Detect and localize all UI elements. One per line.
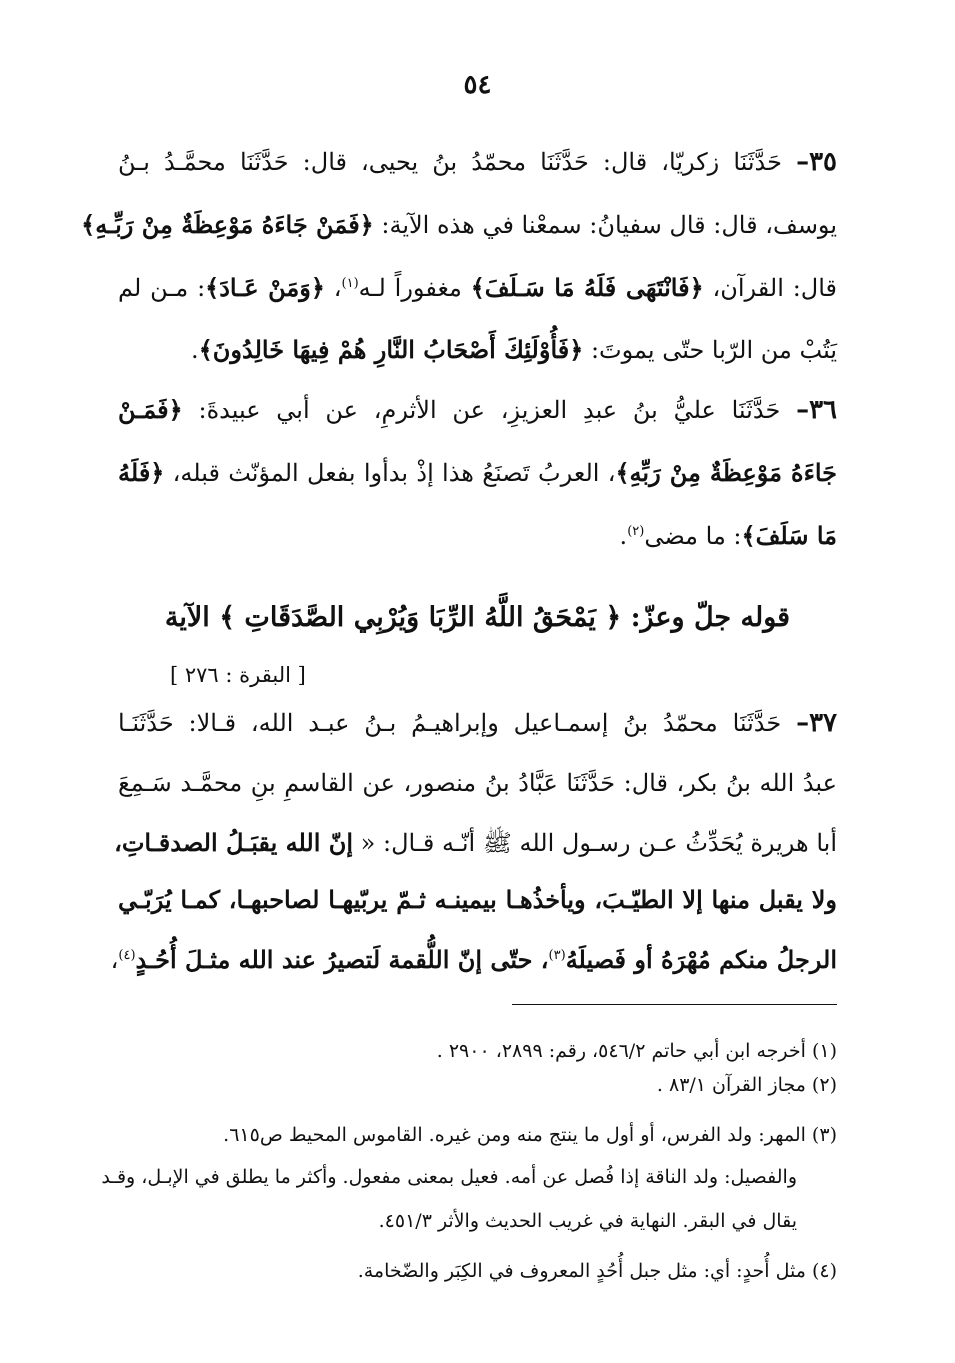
footnote-marker: (٣) xyxy=(548,948,566,963)
verse-reference: [ البقرة : ٢٧٦ ] xyxy=(170,663,306,687)
footnote-separator xyxy=(512,1004,837,1005)
line-text: ، xyxy=(110,946,119,974)
line-text: حَدَّثَنَا زكريّا، قال: حَدَّثَنَا محمّدُ بنُ يحيى، قال: حَدَّثَنَا محمَّـدُ بـنُ xyxy=(118,148,797,176)
line-text: حَدَّثَنَا محمّدُ بنُ إسمـاعيل وإبراهيـمُ بـنُ عبـد الله، قـالا: حَدَّثَنَـا xyxy=(118,709,797,737)
line-text: قال: القرآن، xyxy=(703,274,838,302)
hadith-35-line-4 xyxy=(191,330,837,370)
hadith-number: ٣٧– xyxy=(796,708,837,738)
line-text: . xyxy=(619,522,628,550)
line-text: مغفوراً لـه xyxy=(358,274,471,302)
hadith-36-line-2 xyxy=(118,453,837,493)
page-number: ٥٤ xyxy=(463,70,492,100)
line-text: ، xyxy=(324,274,342,302)
footnote-marker: (١) xyxy=(341,276,359,291)
quran-verse: جَاءَهُ مَوْعِظَةٌ مِنْ رَبِّهِ﴾ xyxy=(615,458,838,487)
quran-verse: ﴿فَأُوْلَئِكَ أَصْحَابُ النَّارِ هُمْ فِيهَا خَالِدُونَ﴾ xyxy=(198,335,584,364)
quran-verse: ﴿فَمَـنْ xyxy=(118,395,183,424)
hadith-37-line-3 xyxy=(114,823,837,863)
footnote-1: (١) أخرجه ابن أبي حاتم ٥٤٦/٢، رقم: ٢٨٩٩، ٢٩٠٠ . xyxy=(436,1040,837,1062)
line-text: حَدَّثَنَا عليُّ بنُ عبدِ العزيزِ، عن الأثرمِ، عن أبي عبيدةَ: xyxy=(182,396,797,424)
line-text: عبدُ الله بنُ بكر، قال: حَدَّثَنَا عَبَّادُ بنُ منصور، عن القاسمِ بنِ محمَّـد سَـمِعَ xyxy=(118,769,837,797)
footnote-marker: (٤) xyxy=(118,948,136,963)
line-text: يَتُبْ من الرّبا حتّى يموتَ: xyxy=(583,336,837,364)
hadith-37-line-4 xyxy=(118,880,837,920)
hadith-37-line-2 xyxy=(118,763,837,803)
hadith-text-bold: إنّ الله يقبَـلُ الصدقـاتِ، xyxy=(114,828,354,857)
line-text: يوسف، قال: قال سفيانُ: سمعْنا في هذه الآية: xyxy=(373,211,837,239)
hadith-text-bold: ولا يقبل منها إلا الطيّـبَ، ويأخذُهـا بيمينـه ثـمّ يربّيهـا لصاحبهـا، كمـا يُرَبّـي xyxy=(118,885,837,914)
hadith-35-line-2 xyxy=(81,205,837,245)
hadith-number: ٣٥– xyxy=(796,147,837,177)
hadith-35-line-3 xyxy=(118,268,837,308)
hadith-37-line-5 xyxy=(110,940,837,980)
quran-verse: ﴿فَانْتَهَى فَلَهُ مَا سَـلَفَ﴾ xyxy=(470,273,704,302)
hadith-number: ٣٦– xyxy=(796,395,837,425)
footnote-2: (٢) مجاز القرآن ٨٣/١ . xyxy=(656,1074,837,1096)
line-text: ، العربُ تَصنَعُ هذا إذْ بدأوا بفعل المؤنّث قبله، xyxy=(164,459,616,487)
footnote-marker: (٢) xyxy=(627,524,645,539)
footnote-3: (٣) المهر: ولد الفرس، أو أول ما ينتج منه ومن غيره. القاموس المحيط ص٦١٥. xyxy=(223,1124,837,1146)
hadith-37-line-1 xyxy=(118,703,837,743)
quran-verse: ﴿فَمَنْ جَاءَهُ مَوْعِظَةٌ مِنْ رَبِّـهِ﴾ xyxy=(81,210,374,239)
quran-verse: ﴿فَلَهُ xyxy=(118,458,165,487)
quran-verse: ﴿وَمَنْ عَـادَ﴾ xyxy=(205,273,325,302)
quran-verse: مَا سَلَفَ﴾ xyxy=(741,521,837,550)
line-text: أبا هريرة يُحَدِّثُ عـن رسـول الله ﷺ أنّـه قـال: « xyxy=(353,829,837,857)
hadith-text-bold: الرجلُ منكم مُهْرَهُ أو فَصيلَهُ xyxy=(565,945,837,974)
footnote-3-continued: يقال في البقر. النهاية في غريب الحديث والأثر ٤٥١/٣. xyxy=(378,1210,797,1232)
line-text: . xyxy=(191,336,199,364)
hadith-text-bold: ، حتّى إنّ اللُّقمة لَتصيرُ عند الله مثـلَ أُحُـدٍ xyxy=(135,945,549,974)
line-text: : ما مضى xyxy=(644,522,742,550)
hadith-36-line-1 xyxy=(118,390,837,430)
hadith-35-line-1 xyxy=(118,142,837,182)
line-text: : مـن لم xyxy=(118,274,206,302)
hadith-36-line-3 xyxy=(620,516,837,556)
footnote-4: (٤) مثل أُحدٍ: أي: مثل جبل أُحُدٍ المعروف في الكِبَر والضّخامة. xyxy=(357,1260,837,1282)
footnote-3-continued: والفصيل: ولد الناقة إذا فُصل عن أمه. فعيل بمعنى مفعول. وأكثر ما يطلق في الإبـل، وقـد xyxy=(101,1166,797,1188)
verse-heading: قوله جلّ وعزّ: ﴿ يَمْحَقُ اللَّهُ الرِّبَا وَيُرْبِي الصَّدَقَاتِ ﴾ الآية xyxy=(164,602,791,633)
